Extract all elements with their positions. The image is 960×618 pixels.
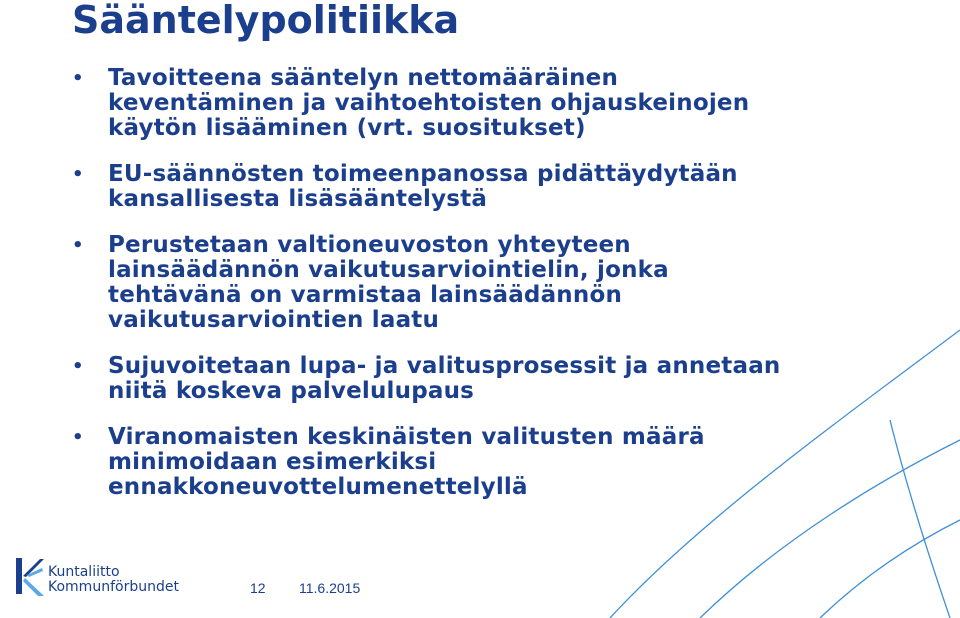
bullet-line: Viranomaisten keskinäisten valitusten määrä <box>108 424 705 450</box>
logo-text <box>48 565 179 595</box>
page-number: 12 <box>250 580 266 596</box>
bullet-line: lainsäädännön vaikutusarviointielin, jonka <box>108 257 669 283</box>
bullet-item <box>0 233 960 333</box>
bullet-line: kansallisesta lisäsääntelystä <box>108 186 488 212</box>
bullet-line: Sujuvoitetaan lupa- ja valitusprosessit ja annetaan <box>108 353 781 379</box>
bullet-line: ennakkoneuvottelumenettelyllä <box>108 474 528 500</box>
bullet-line: tehtävänä on varmistaa lainsäädännön <box>108 282 623 308</box>
bullet-line: käytön lisääminen (vrt. suositukset) <box>108 115 586 141</box>
slide-title: Sääntelypolitiikka <box>72 0 460 42</box>
bullet-line: vaikutusarviointien laatu <box>108 307 440 333</box>
bullet-line: EU-säännösten toimeenpanossa pidättäydytään <box>108 161 738 187</box>
bullet-list <box>0 66 960 521</box>
bullet-line: minimoidaan esimerkiksi <box>108 449 437 475</box>
bullet-line: Tavoitteena sääntelyn nettomääräinen <box>108 65 619 91</box>
bullet-line: niitä koskeva palvelulupaus <box>108 378 475 404</box>
bullet-dot: • <box>72 356 84 377</box>
bullet-dot: • <box>72 235 84 256</box>
kuntaliitto-logo <box>14 556 194 600</box>
bullet-item <box>0 66 960 141</box>
bullet-item <box>0 354 960 404</box>
bullet-item <box>0 425 960 500</box>
bullet-line: Perustetaan valtioneuvoston yhteyteen <box>108 232 631 258</box>
footer-date: 11.6.2015 <box>299 580 361 596</box>
deco-curve-3 <box>820 520 960 618</box>
bullet-dot: • <box>72 427 84 448</box>
logo-mark-icon <box>14 556 46 598</box>
bullet-dot: • <box>72 164 84 185</box>
bullet-line: keventäminen ja vaihtoehtoisten ohjauskeinojen <box>108 90 750 116</box>
bullet-dot: • <box>72 68 84 89</box>
bullet-item <box>0 162 960 212</box>
logo-line-2: Kommunförbundet <box>48 579 179 595</box>
logo-line-1: Kuntaliitto <box>48 564 120 580</box>
